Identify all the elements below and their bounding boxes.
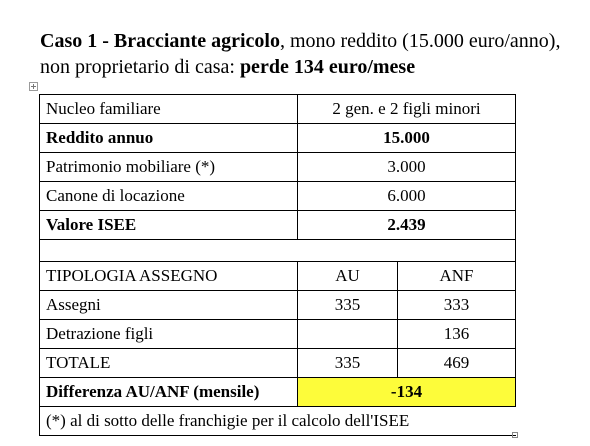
row-value: 6.000: [298, 182, 516, 211]
footnote: (*) al di sotto delle franchigie per il calcolo dell'ISEE: [40, 407, 516, 436]
spacer-row: [40, 240, 516, 262]
table-row: [40, 153, 516, 182]
anf-value: 469: [398, 349, 516, 378]
row-label: Reddito annuo: [40, 124, 298, 153]
heading-loss: perde 134 euro/mese: [239, 56, 416, 78]
row-label: TOTALE: [40, 349, 298, 378]
table-row: [40, 291, 516, 320]
row-value: 3.000: [298, 153, 516, 182]
case-heading: [40, 28, 580, 80]
row-label: Patrimonio mobiliare (*): [40, 153, 298, 182]
heading-title-bold: Caso 1 - Bracciante agricolo: [40, 30, 280, 52]
au-value: 335: [298, 349, 398, 378]
difference-row: [40, 378, 516, 407]
row-label: Canone di locazione: [40, 182, 298, 211]
column-header-row: [40, 262, 516, 291]
au-value: [298, 320, 398, 349]
row-value: 15.000: [298, 124, 516, 153]
anf-value: 333: [398, 291, 516, 320]
footnote-row: [40, 407, 516, 436]
header-anf: ANF: [398, 262, 516, 291]
row-value: 2.439: [298, 211, 516, 240]
table-row: [40, 124, 516, 153]
table-move-handle-icon[interactable]: [29, 82, 38, 91]
row-value: 2 gen. e 2 figli minori: [298, 95, 516, 124]
table-row: [40, 320, 516, 349]
table-resize-handle-icon[interactable]: [512, 432, 518, 438]
row-label: Nucleo familiare: [40, 95, 298, 124]
table-row: [40, 349, 516, 378]
heading-title-rest: , mono reddito (15.000 euro/anno), non proprietario di casa:: [40, 30, 561, 78]
table-row: [40, 95, 516, 124]
isee-comparison-table: [39, 94, 516, 436]
au-value: 335: [298, 291, 398, 320]
table-row: [40, 211, 516, 240]
table-row: [40, 182, 516, 211]
row-label: Valore ISEE: [40, 211, 298, 240]
difference-label: Differenza AU/ANF (mensile): [40, 378, 298, 407]
anf-value: 136: [398, 320, 516, 349]
header-au: AU: [298, 262, 398, 291]
row-label: Assegni: [40, 291, 298, 320]
difference-value: -134: [298, 378, 516, 407]
row-label: Detrazione figli: [40, 320, 298, 349]
spacer-cell: [40, 240, 516, 262]
header-tipologia: TIPOLOGIA ASSEGNO: [40, 262, 298, 291]
